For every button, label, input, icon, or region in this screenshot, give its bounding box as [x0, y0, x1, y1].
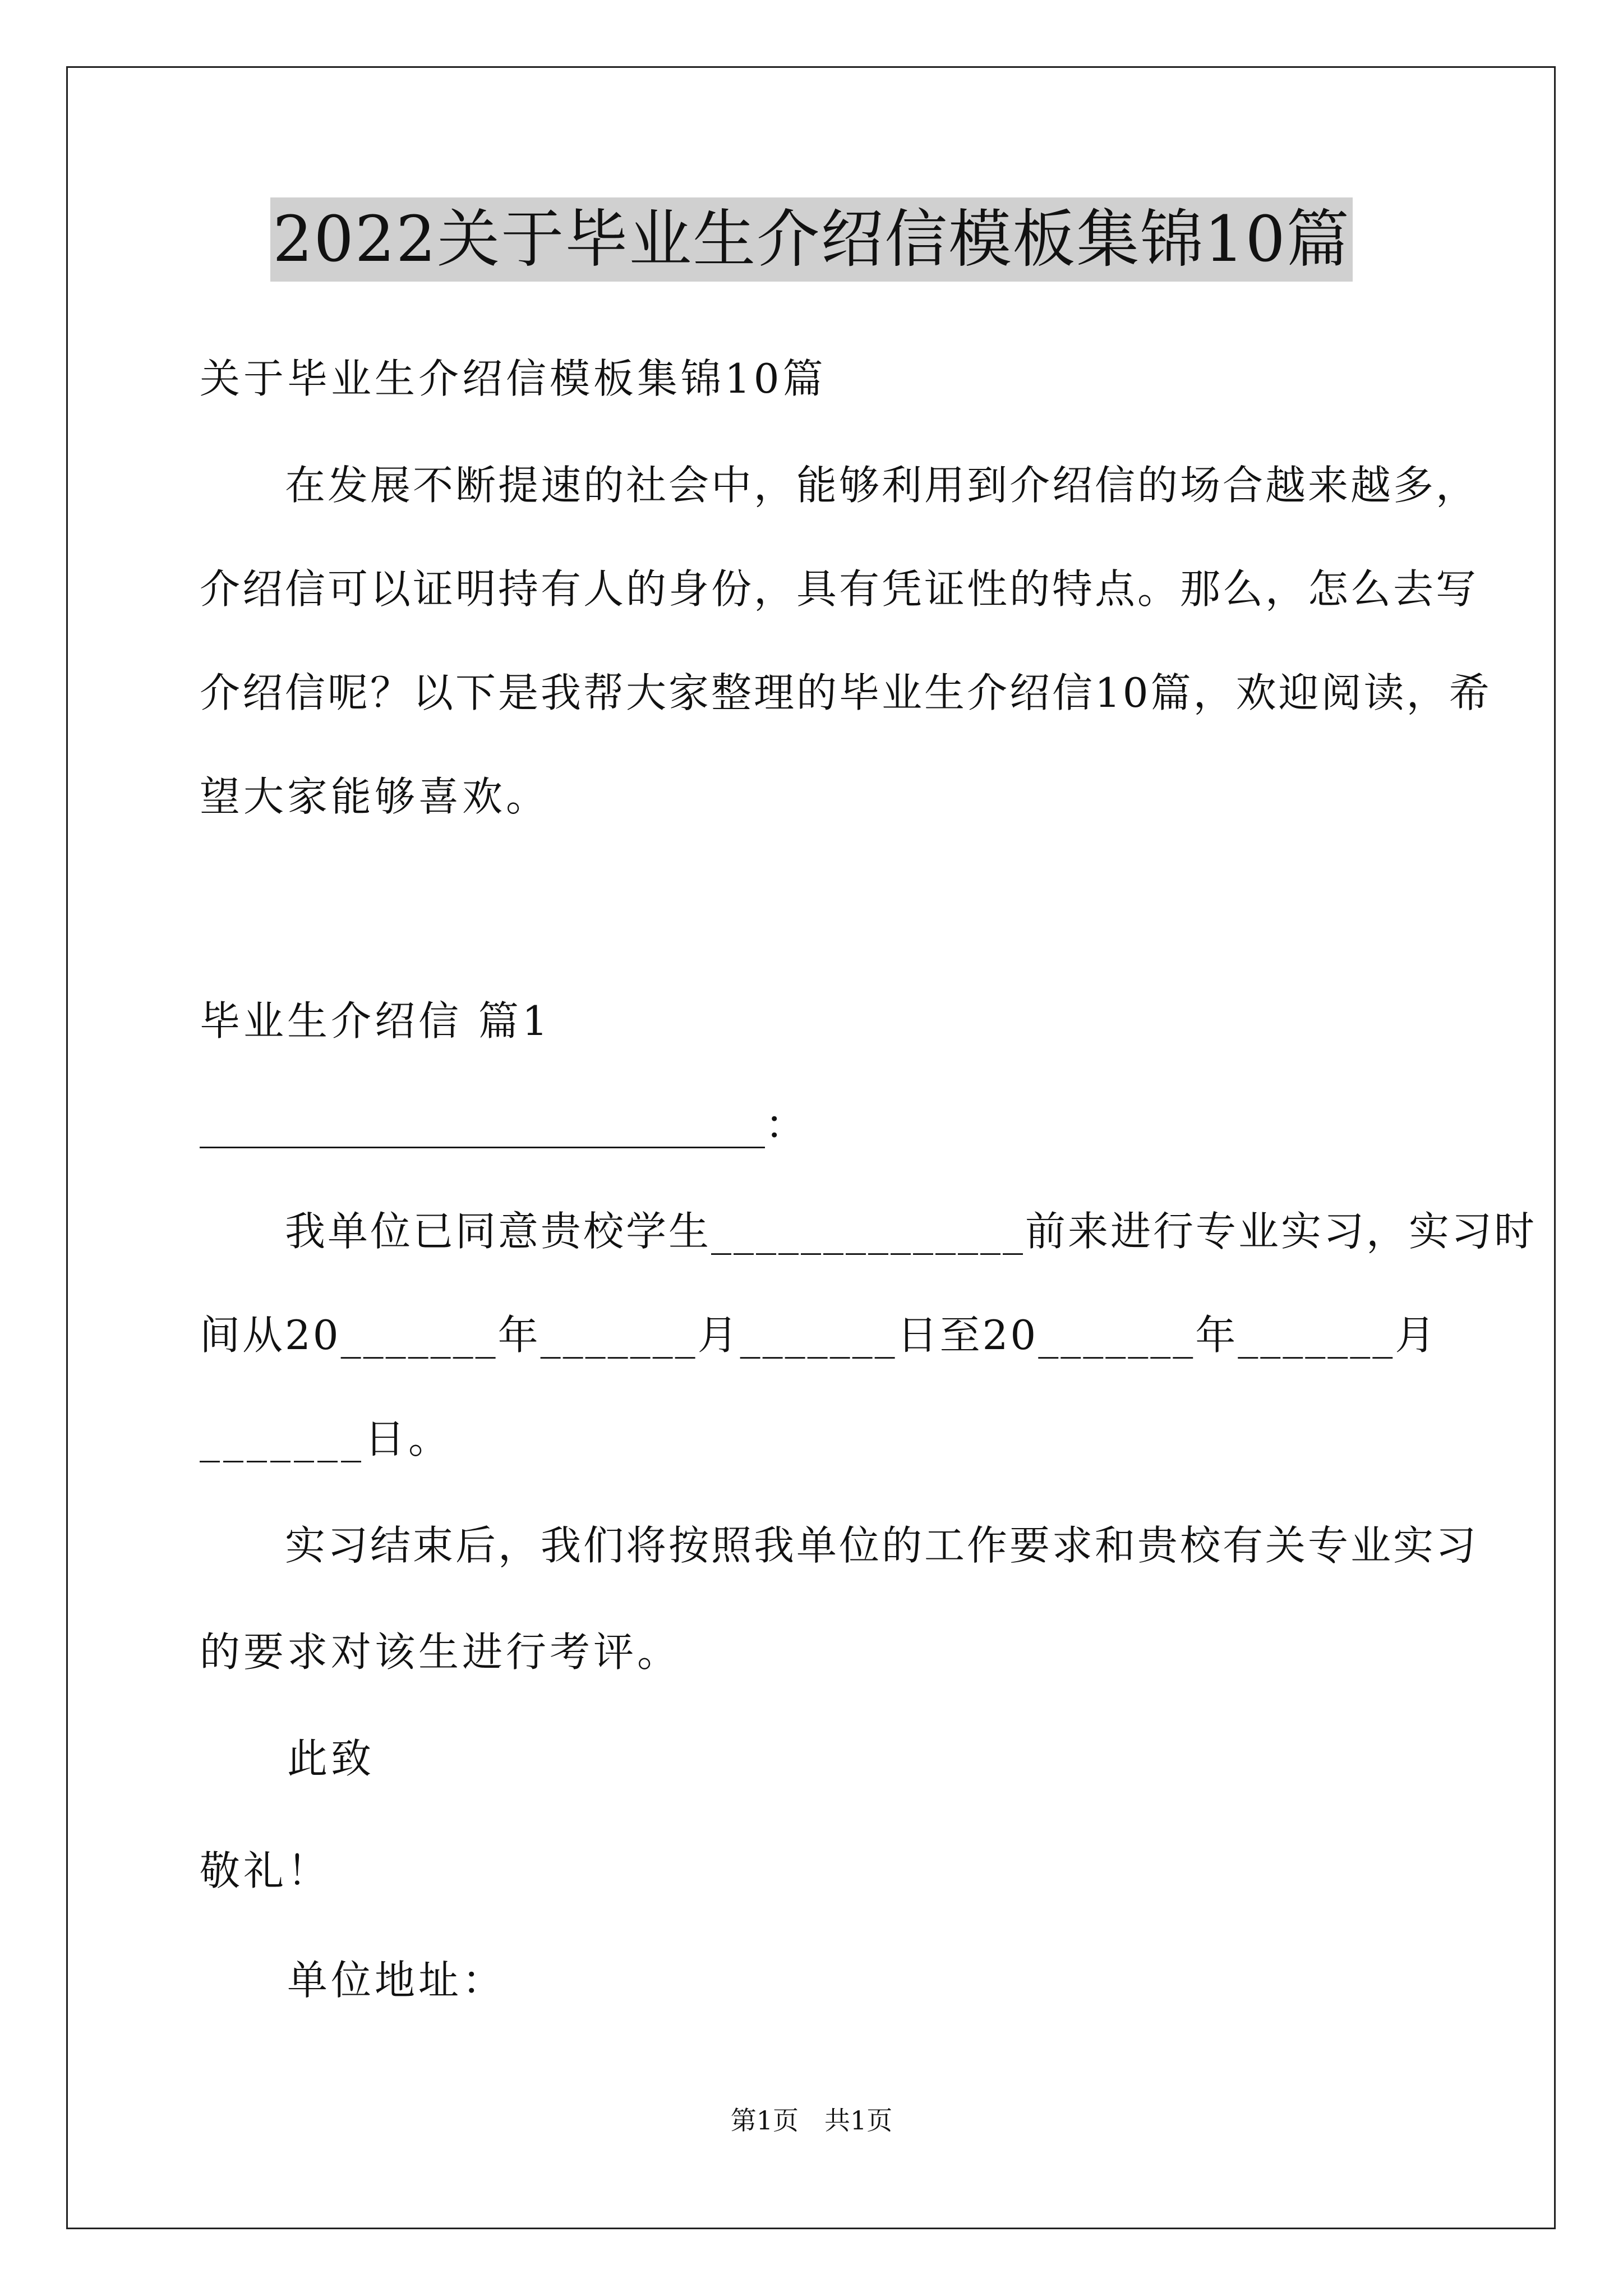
- document-subtitle: 关于毕业生介绍信模板集锦10篇: [200, 355, 827, 402]
- closing-regards: 敬礼！: [200, 1847, 331, 1894]
- document-title: 2022关于毕业生介绍信模板集锦10篇: [270, 197, 1353, 282]
- page-footer: 第1页 共1页: [730, 2105, 893, 2136]
- body-line-4: 实习结束后，我们将按照我单位的工作要求和贵校有关专业实习: [200, 1522, 1479, 1569]
- intro-line-1: 在发展不断提速的社会中，能够利用到介绍信的场合越来越多，: [200, 462, 1479, 509]
- body-line-1: 我单位已同意贵校学生______________前来进行专业实习，实习时: [200, 1208, 1537, 1255]
- body-line-3: _______日。: [200, 1415, 453, 1462]
- body-line-2: 间从20_______年_______月_______日至20_______年_______月: [200, 1312, 1438, 1359]
- unit-address-label: 单位地址：: [200, 1957, 506, 2004]
- section-heading: 毕业生介绍信 篇1: [200, 997, 551, 1045]
- intro-line-2: 介绍信可以证明持有人的身份，具有凭证性的特点。那么，怎么去写: [200, 565, 1479, 613]
- body-line-5: 的要求对该生进行考评。: [200, 1628, 681, 1676]
- closing-salutation: 此致: [200, 1735, 375, 1782]
- intro-line-4: 望大家能够喜欢。: [200, 773, 550, 820]
- intro-line-3: 介绍信呢？以下是我帮大家整理的毕业生介绍信10篇，欢迎阅读，希: [200, 669, 1492, 716]
- addressee-line: ____________________________：: [200, 1101, 805, 1148]
- title-container: [0, 197, 1623, 282]
